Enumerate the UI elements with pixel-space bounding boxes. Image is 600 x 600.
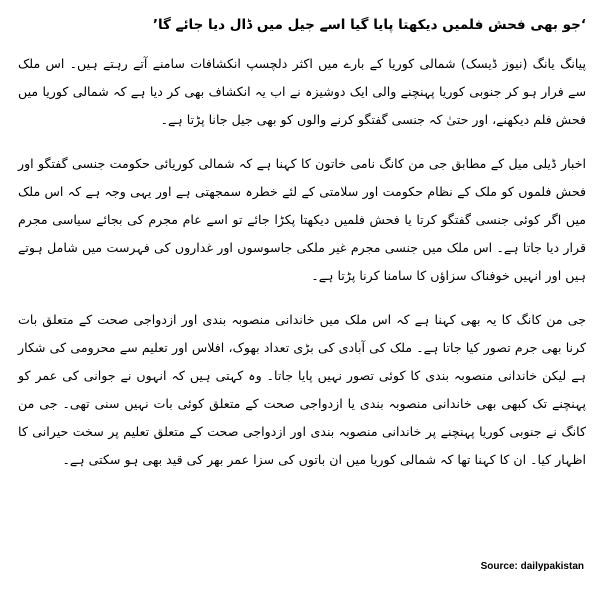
article-paragraph-3: جی من کانگ کا یہ بھی کہنا ہے کہ اس ملک میں خاندانی منصوبہ بندی اور ازدواجی صحت کے متعلق بات کرنا بھی جرم تصور کیا جاتا ہے۔ ملک کی آبادی کی بڑی تعداد بھوک، افلاس اور تعلیم سے محرومی کی شکار ہے لیکن خاندانی منصوبہ بندی کا کوئی تصور نہیں پایا جاتا۔ وہ کہتی ہیں کہ انہوں نے جوانی کی عمر کو پہنچنے تک کبھی بھی خاندانی منصوبہ بندی یا ازدواجی صحت کے متعلق کوئی بات نہیں سنی تھی۔ جی من کانگ نے جنوبی کوریا پہنچنے پر خاندانی منصوبہ بندی اور ازدواجی صحت کے متعلق تعلیم پر سخت حیرانی کا اظہار کیا۔ ان کا کہنا تھا کہ شمالی کوریا میں ان باتوں کی سزا عمر بھر کی قید بھی ہو سکتی ہے۔	[18, 312, 586, 467]
source-credit: Source: dailypakistan	[480, 561, 584, 572]
article-paragraph-1: پیانگ یانگ (نیوز ڈیسک) شمالی کوریا کے بارے میں اکثر دلچسپ انکشافات سامنے آتے رہتے ہیں۔ اس ملک سے فرار ہو کر جنوبی کوریا پہنچنے والی ایک دوشیزہ نے اب یہ انکشاف بھی کر دیا ہے کہ شمالی کوریا میں فحش فلم دیکھنے، اور حتیٰ کہ جنسی گفتگو کرنے والوں کو بھی جیل جانا پڑتا ہے۔	[18, 56, 586, 127]
article-paragraph-2: اخبار ڈیلی میل کے مطابق جی من کانگ نامی خاتون کا کہنا ہے کہ شمالی کوریائی حکومت جنسی گفتگو اور فحش فلموں کو ملک کے نظام حکومت اور سلامتی کے لئے خطرہ سمجھتی ہے اور یہی وجہ ہے کہ اس ملک میں اگر کوئی جنسی گفتگو کرتا یا فحش فلمیں دیکھتا پکڑا جائے تو اسے عام مجرم کی بجائے سیاسی مجرم قرار دیا جاتا ہے۔ اس ملک میں جنسی مجرم غیر ملکی جاسوسوں اور غداروں کی فہرست میں شامل ہوتے ہیں اور انہیں خوفناک سزاؤں کا سامنا کرنا پڑتا ہے۔	[18, 156, 586, 283]
article-headline: ‘جو بھی فحش فلمیں دیکھتا پایا گیا اسے جیل میں ڈال دیا جائے گا’	[152, 17, 586, 33]
article	[18, 14, 586, 490]
